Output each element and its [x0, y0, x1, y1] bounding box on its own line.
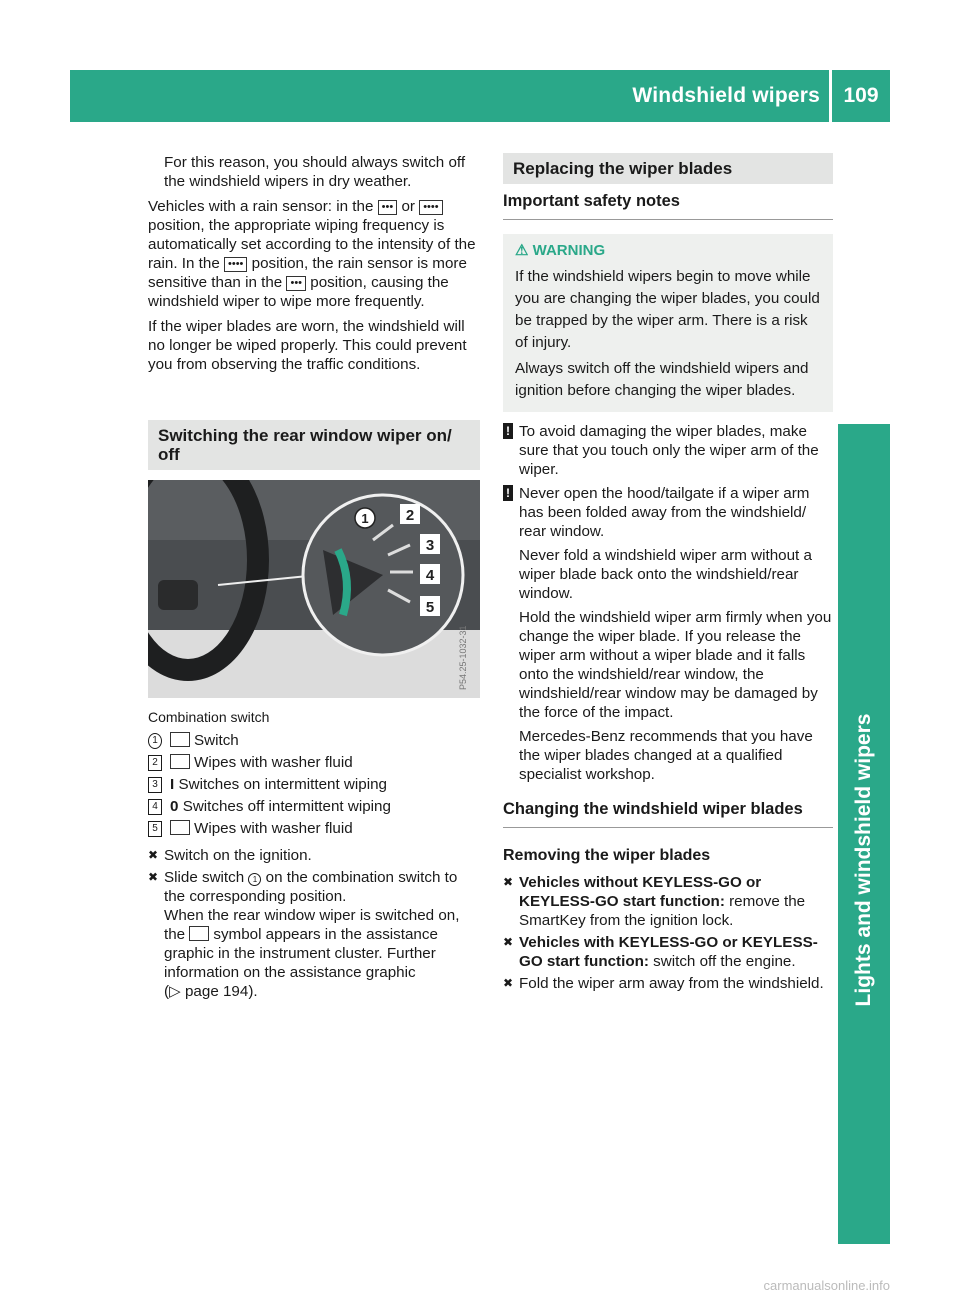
legend-term: 0	[170, 798, 179, 815]
notice-box	[503, 484, 833, 784]
notice-box	[503, 422, 833, 479]
right-column	[503, 153, 833, 996]
page-reference-link[interactable]: page 194).	[184, 983, 258, 1000]
subheading-safety: Important safety notes	[503, 192, 833, 220]
legend-term: I	[170, 776, 175, 793]
worn-blades-paragraph: If the wiper blades are worn, the windshield will no longer be wiped properly. This could prevent you from observing the traffic conditions.	[148, 318, 467, 373]
callout-1-icon: 1	[248, 873, 261, 886]
figure-code: P54.25-1032-31	[458, 625, 468, 690]
legend-text: Switch	[194, 732, 239, 749]
combination-switch-illustration	[148, 480, 480, 698]
step-text: remove the SmartKey from the ignition lock.	[519, 893, 806, 929]
header-title: Windshield wipers	[632, 84, 820, 107]
watermark: carmanualsonline.info	[763, 1278, 890, 1293]
section-heading-replacing: Replacing the wiper blades	[503, 153, 833, 184]
svg-text:4: 4	[425, 567, 435, 584]
step-text: Fold the wiper arm away from the windshield.	[519, 975, 824, 992]
exclamation-icon: !	[503, 423, 513, 439]
step-text: on the combination switch to the corresponding position.	[164, 869, 458, 905]
rain-sensor-paragraph	[148, 197, 480, 311]
subheading-changing: Changing the windshield wiper blades	[503, 800, 833, 828]
wiper-position-4-icon: ••••	[419, 200, 442, 215]
legend-text: Switches off intermittent wiping	[182, 798, 391, 815]
legend-text: Switches on intermittent wiping	[178, 776, 387, 793]
callout-number: 1	[148, 733, 162, 749]
text-run: position, the appropriate wiping frequency is automatically set according to the intensity of the rain. In the	[148, 217, 476, 272]
exclamation-icon: !	[503, 485, 513, 501]
instruction-step	[148, 846, 480, 865]
svg-text:2: 2	[405, 507, 415, 524]
page-number: 109	[843, 84, 879, 107]
instruction-step	[503, 933, 833, 971]
notice-text: To avoid damaging the wiper blades, make sure that you touch only the wiper arm of the wiper.	[519, 423, 819, 478]
rear-wiper-icon	[189, 926, 209, 941]
step-text: switch off the engine.	[653, 953, 796, 970]
washer-fluid-icon	[170, 820, 190, 835]
legend-text: Wipes with washer fluid	[194, 754, 353, 771]
instruction-step	[503, 974, 833, 993]
side-tab-marker	[838, 424, 890, 476]
text-run: or	[401, 198, 415, 215]
legend-item	[148, 775, 480, 794]
text-run: Vehicles with a rain sensor: in the	[148, 198, 374, 215]
notice-text: Never fold a windshield wiper arm without a wiper blade back onto the windshield/rear window.	[519, 547, 812, 602]
header-divider	[829, 70, 832, 122]
warning-text: If the windshield wipers begin to move while you are changing the wiper blades, you could be trapped by the wiper arm. There is a risk of injury.	[515, 268, 820, 351]
warning-box	[503, 234, 833, 412]
combination-switch-figure	[148, 480, 480, 698]
callout-number: 5	[148, 821, 162, 837]
arrow-icon: ✖	[503, 875, 514, 889]
rear-wiper-icon	[170, 732, 190, 747]
legend-item	[148, 731, 480, 750]
wiper-position-3-icon: •••	[378, 200, 398, 215]
step-condition: Vehicles with KEYLESS-GO or KEYLESS-GO start function:	[519, 934, 818, 970]
notice-text: Mercedes-Benz recommends that you have the wiper blades changed at a qualified specialist workshop.	[519, 728, 813, 783]
notice-text: Never open the hood/tailgate if a wiper arm has been folded away from the windshield/ rear window.	[519, 485, 810, 540]
page-header-bar	[70, 70, 890, 122]
text-run: position, the rain sensor is more sensitive than in the	[148, 255, 467, 291]
text-run: position, causing the windshield wiper to wipe more frequently.	[148, 274, 449, 310]
arrow-icon: ✖	[148, 870, 159, 884]
page-ref-icon: ▷	[169, 983, 181, 1000]
step-text: Switch on the ignition.	[164, 847, 312, 864]
svg-text:3: 3	[425, 537, 435, 554]
figure-caption: Combination switch	[148, 709, 270, 725]
instruction-step	[503, 873, 833, 930]
step-text: symbol appears in the assistance graphic in the instrument cluster. Further information on the assistance graphic	[164, 926, 438, 981]
svg-text:5: 5	[425, 599, 435, 616]
intro-paragraph: For this reason, you should always switch off the windshield wipers in dry weather.	[164, 154, 466, 190]
arrow-icon: ✖	[503, 935, 514, 949]
legend-text: Wipes with washer fluid	[194, 820, 353, 837]
step-text: When the rear window wiper is switched on, the	[164, 907, 460, 943]
warning-header	[515, 240, 823, 262]
svg-text:1: 1	[361, 511, 369, 526]
warning-label: WARNING	[532, 242, 606, 259]
subheading-removing: Removing the wiper blades	[503, 847, 711, 864]
legend-item	[148, 819, 480, 838]
left-column	[148, 153, 480, 1004]
instruction-step: ✖ Slide switch 1 on the combination switch to the corresponding position. When the rear window wiper is switched on, the symbol appears in the assistance graphic in the instrument cluster. Further information on the assistance graphic (▷ page 194).	[148, 869, 460, 1000]
arrow-icon: ✖	[503, 976, 514, 990]
section-heading-rear-wiper: Switching the rear window wiper on/ off	[148, 420, 480, 470]
side-tab-text: Lights and windshield wipers	[852, 713, 875, 1007]
callout-number: 4	[148, 799, 162, 815]
callout-number: 2	[148, 755, 162, 771]
legend-item	[148, 797, 480, 816]
step-condition: Vehicles without KEYLESS-GO or KEYLESS-GO start function:	[519, 874, 762, 910]
legend-item	[148, 753, 480, 772]
step-text: Slide switch	[164, 869, 245, 886]
wiper-position-3-icon: •••	[286, 276, 306, 291]
washer-fluid-icon	[170, 754, 190, 769]
warning-triangle-icon: ⚠	[515, 242, 529, 259]
arrow-icon: ✖	[148, 848, 159, 862]
notice-text: Hold the windshield wiper arm firmly when you change the wiper blade. If you release the wiper arm without a wiper blade and it falls onto the windshield/rear window, the windshield/rear window may be damaged by the force of the impact.	[519, 609, 832, 721]
callout-number: 3	[148, 777, 162, 793]
wiper-position-4-icon: ••••	[224, 257, 247, 272]
warning-text: Always switch off the windshield wipers and ignition before changing the wiper blades.	[515, 360, 809, 399]
